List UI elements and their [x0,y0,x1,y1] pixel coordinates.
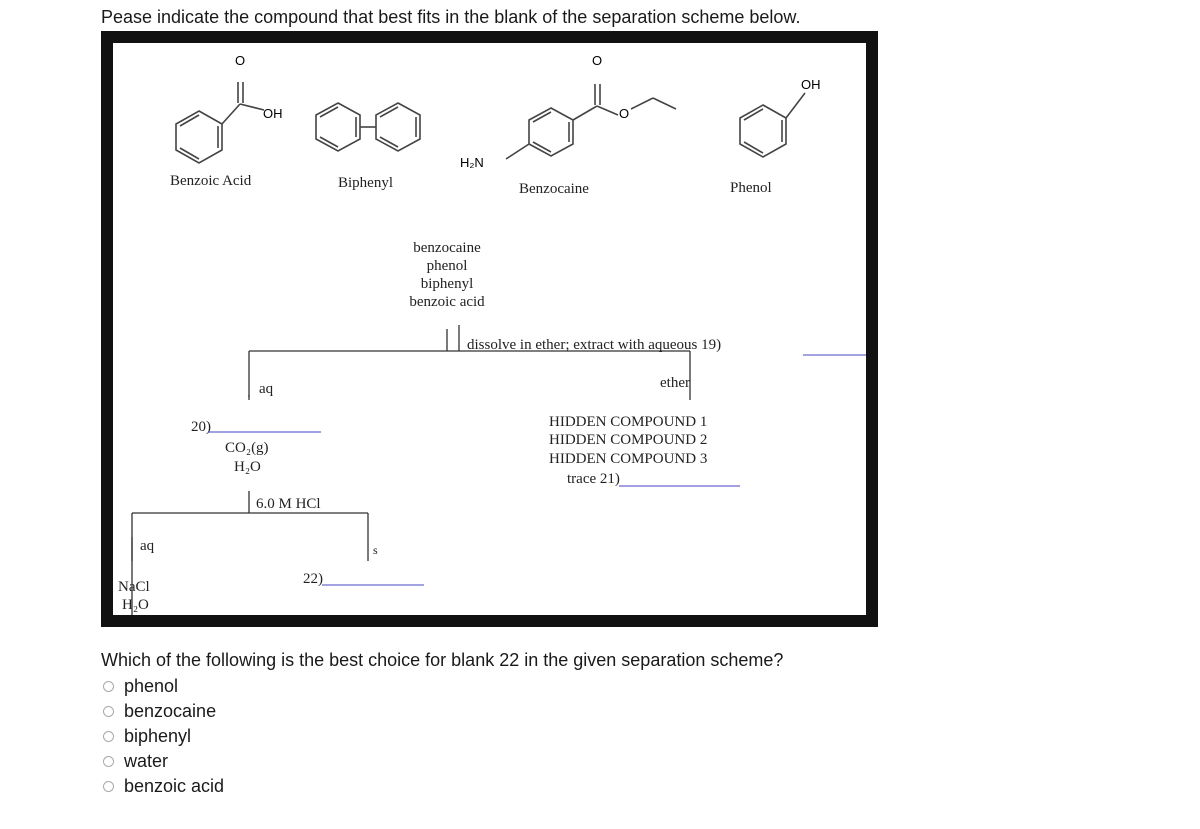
benzocaine-name: Benzocaine [519,181,589,197]
phenol-name: Phenol [730,180,772,196]
mixture-item: phenol [426,258,468,274]
radio-button[interactable] [103,706,114,717]
benzoic-acid-o-label: O [235,53,246,68]
aq-bottom-label: aq [140,538,155,554]
option-label: benzoic acid [124,776,225,796]
h2o-bottom-label: H₂O [122,597,149,613]
option-label: water [124,751,169,771]
option-label: benzocaine [124,701,217,721]
h2o-label: H₂O [234,459,261,475]
option-phenol[interactable] [103,674,224,699]
mixture-item: benzocaine [413,240,481,256]
option-biphenyl[interactable] [103,724,224,749]
benzoic-acid-oh-label: OH [263,106,283,121]
benzocaine-h2n-label: H₂N [460,155,484,170]
option-label: phenol [124,676,179,696]
solid-s-label: s [373,543,378,557]
option-benzocaine[interactable] [103,699,224,724]
phenol-structure [740,93,805,157]
scheme-svg [113,43,866,615]
prompt-text: Pease indicate the compound that best fits in the blank of the separation scheme below. [101,7,801,27]
radio-button[interactable] [103,681,114,692]
benzoic-acid-name: Benzoic Acid [170,173,252,189]
blank-22-label: 22) [303,571,323,587]
option-benzoic-acid[interactable] [103,774,224,799]
co2-label: CO₂(g) [225,440,269,456]
separation-scheme-figure [101,31,878,627]
radio-button[interactable] [103,731,114,742]
benzoic-acid-structure [176,82,264,163]
trace-blank-21: trace 21) [567,471,620,487]
aq-label: aq [259,381,274,397]
blank-underlines [209,355,866,585]
option-label: biphenyl [124,726,192,746]
benzocaine-structure [506,84,676,159]
ether-label: ether [660,375,690,391]
nacl-label: NaCl [118,579,150,595]
extract-step-text: dissolve in ether; extract with aqueous 19) [467,337,722,353]
hidden-compound-1: HIDDEN COMPOUND 1 [549,414,708,430]
answer-options [103,674,224,799]
figure-canvas [113,43,866,615]
biphenyl-structure [316,103,420,151]
radio-button[interactable] [103,781,114,792]
option-water[interactable] [103,749,224,774]
hidden-compound-3: HIDDEN COMPOUND 3 [549,451,708,467]
biphenyl-name: Biphenyl [338,175,393,191]
phenol-oh-label: OH [801,77,821,92]
hidden-compound-2: HIDDEN COMPOUND 2 [549,432,708,448]
mixture-item: benzoic acid [409,294,485,310]
mixture-item: biphenyl [420,276,474,292]
benzocaine-o-carbonyl-label: O [592,53,603,68]
blank-20-label: 20) [191,419,211,435]
radio-button[interactable] [103,756,114,767]
question-text: Which of the following is the best choice for blank 22 in the given separation scheme? [101,650,784,670]
hcl-label: 6.0 M HCl [256,496,321,512]
benzocaine-o-ester-label: O [619,106,630,121]
